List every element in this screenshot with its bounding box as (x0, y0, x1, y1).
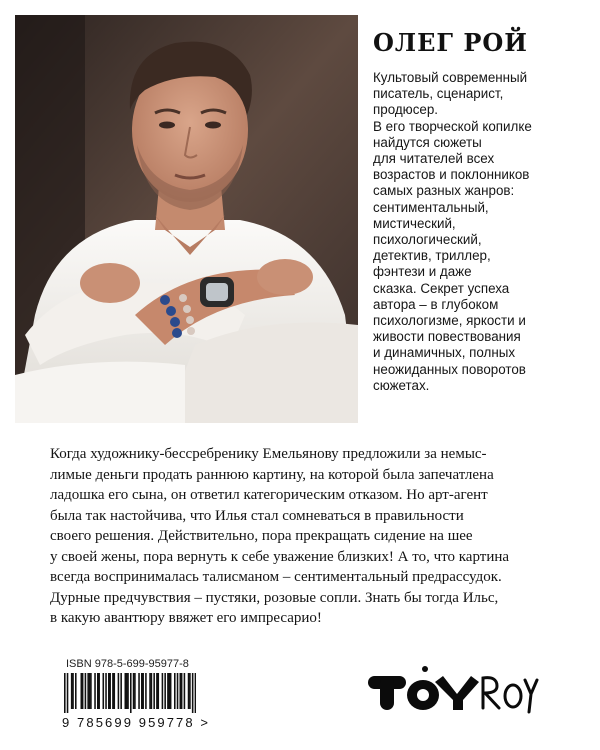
barcode-bar (108, 673, 110, 709)
author-photo (15, 15, 358, 423)
bio-line: сказка. Секрет успеха (373, 280, 510, 296)
synopsis-line: Дурные предчувствия – пустяки, розовые сопли. Знать бы тогда Ильс, (50, 589, 499, 606)
barcode-bar (134, 673, 136, 709)
barcode-bar (125, 673, 127, 709)
barcode-bar (112, 673, 114, 709)
barcode-bar (98, 673, 100, 709)
barcode-bar (181, 673, 183, 709)
barcode-bar (130, 673, 132, 713)
bio-line: живости повествования (373, 329, 521, 345)
barcode-bar (174, 673, 176, 709)
barcode-bar (170, 673, 172, 709)
barcode-bar (64, 673, 66, 713)
bio-line: возрастов и поклонников (373, 167, 530, 183)
barcode-bar (184, 673, 186, 709)
barcode-bar (81, 673, 83, 709)
barcode-bar (145, 673, 147, 709)
barcode-bar (126, 673, 128, 709)
barcode (64, 673, 196, 713)
synopsis-line: ладошка его сына, он ответил категорическим отказом. Но арт-агент (50, 487, 488, 503)
barcode-bar (127, 673, 129, 709)
barcode-bar (153, 673, 155, 709)
barcode-bar (82, 673, 84, 709)
book-synopsis (50, 444, 580, 629)
bio-line: самых разных жанров: (373, 183, 515, 199)
barcode-bar (192, 673, 194, 713)
barcode-bar (90, 673, 92, 709)
barcode-bar (177, 673, 179, 709)
bio-line: фэнтези и даже (373, 264, 472, 280)
barcode-bar (71, 673, 73, 709)
barcode-bar (167, 673, 169, 709)
barcode-bar (133, 673, 135, 709)
bio-line: детектив, триллер, (373, 248, 491, 264)
barcode-bar (105, 673, 107, 709)
barcode-digits: 9 785699 959778 > (62, 715, 211, 730)
barcode-bar (195, 673, 196, 713)
synopsis-line: своего решения. Действительно, пора прекращать сидение на шее (50, 528, 473, 544)
barcode-bar (189, 673, 191, 709)
bio-line: сентиментальный, (373, 199, 489, 215)
bio-line: писатель, сценарист, (373, 86, 504, 102)
bio-line: психологизме, яркости и (373, 313, 526, 329)
barcode-bar (85, 673, 87, 709)
bio-line: и динамичных, полных (373, 345, 516, 361)
synopsis-line: всегда воспринималась талисманом – сентиментальный предрассудок. (50, 569, 502, 585)
author-portrait-illustration (15, 15, 358, 423)
barcode-bar (156, 673, 158, 709)
barcode-bar (114, 673, 116, 709)
isbn-label: ISBN 978-5-699-95977-8 (66, 658, 189, 670)
barcode-bar (103, 673, 105, 709)
barcode-bar (67, 673, 69, 713)
bio-line: сюжетах. (373, 377, 430, 393)
bio-line: мистический, (373, 215, 456, 231)
logo-mark-roy (483, 678, 537, 712)
barcode-bar (158, 673, 160, 709)
barcode-bar (169, 673, 171, 709)
synopsis-line: Когда художнику-бессребренику Емельянову предложили за немыс- (50, 446, 487, 462)
bio-line: продюсер. (373, 102, 439, 118)
bio-line: автора – в глубоком (373, 296, 499, 312)
bio-line: для читателей всех (373, 151, 495, 167)
barcode-bar (87, 673, 89, 709)
barcode-bar (164, 673, 166, 709)
publisher-logo (365, 660, 540, 715)
barcode-bar (180, 673, 182, 709)
bio-line: неожиданных поворотов (373, 361, 526, 377)
barcode-bar (142, 673, 144, 709)
barcode-bar (188, 673, 190, 709)
barcode-bar (138, 673, 140, 709)
barcode-bar (94, 673, 96, 709)
synopsis-line: в какую авантюру ввяжет его импресарио! (50, 610, 322, 626)
synopsis-line: у своей жены, пора вернуть к себе уважение близких! А то, что картина (50, 548, 510, 565)
barcode-bar (75, 673, 77, 709)
author-name: ОЛЕГ РОЙ (373, 28, 528, 57)
barcode-bar (97, 673, 99, 709)
barcode-bar (162, 673, 164, 709)
barcode-bar (118, 673, 120, 709)
bio-line: психологический, (373, 232, 482, 248)
barcode-bar (151, 673, 153, 709)
bio-line: В его творческой копилке (373, 118, 532, 134)
barcode-bar (89, 673, 91, 709)
synopsis-line: лимые деньги продать раннюю картину, на которой была запечатлена (50, 466, 494, 483)
bio-line: Культовый современный (373, 70, 528, 85)
barcode-bar (149, 673, 151, 709)
barcode-bar (120, 673, 122, 709)
synopsis-line: была так настойчива, что Илья стал сомневаться в правильности (50, 507, 464, 524)
barcode-bar (109, 673, 111, 709)
author-bio (373, 70, 588, 394)
bio-line: найдутся сюжеты (373, 134, 482, 150)
barcode-bar (141, 673, 143, 709)
barcode-bar (72, 673, 74, 709)
